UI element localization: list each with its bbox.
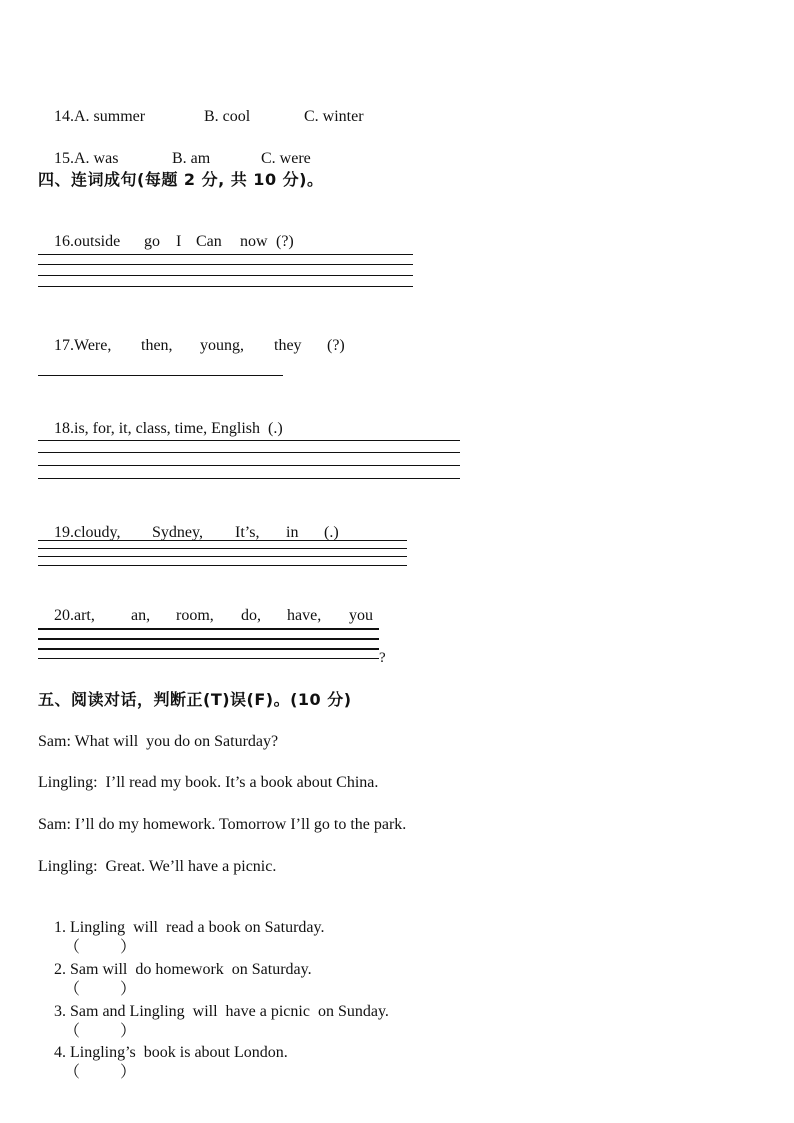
word: then, xyxy=(141,337,173,354)
word: you xyxy=(349,607,373,624)
word: Sydney, xyxy=(152,524,203,541)
statement-4 xyxy=(38,1023,288,1103)
option-a: A. summer xyxy=(74,108,146,125)
word: Were, xyxy=(74,337,112,354)
question-18 xyxy=(38,399,283,459)
question-number: 16. xyxy=(54,233,74,250)
dialogue-line: Sam: What will you do on Saturday? xyxy=(38,733,279,750)
question-number: 14. xyxy=(54,108,74,125)
option-b: B. cool xyxy=(204,108,251,125)
word: (?) xyxy=(327,337,345,354)
dialogue-line: Sam: I’ll do my homework. Tomorrow I’ll go to the park. xyxy=(38,816,407,833)
word: young, xyxy=(200,337,244,354)
section-5-heading: 五、阅读对话，判断正(T)误(F)。(10 分) xyxy=(38,690,352,709)
answer-paren[interactable]: （ ） xyxy=(64,1064,137,1081)
word: do, xyxy=(241,607,261,624)
answer-paren[interactable]: （ ） xyxy=(64,981,137,998)
word: I xyxy=(176,233,182,250)
word: have, xyxy=(287,607,322,624)
word-list: is, for, it, class, time, English (.) xyxy=(74,420,283,437)
question-19 xyxy=(38,503,339,563)
dialogue-line: Lingling: Great. We’ll have a picnic. xyxy=(38,858,277,875)
option-a: A. was xyxy=(74,150,119,167)
statement-text: 2. Sam will do homework on Saturday. xyxy=(54,961,312,978)
word: (?) xyxy=(276,233,294,250)
option-c: C. winter xyxy=(304,108,364,125)
word: now xyxy=(240,233,268,250)
word: (.) xyxy=(324,524,339,541)
statement-text: 4. Lingling’s book is about London. xyxy=(54,1044,288,1061)
word: an, xyxy=(131,607,151,624)
question-number: 17. xyxy=(54,337,74,354)
section-4-heading: 四、连词成句(每题 2 分, 共 10 分)。 xyxy=(38,170,324,189)
question-number: 19. xyxy=(54,524,74,541)
end-question-mark: ? xyxy=(379,650,386,666)
question-number: 15. xyxy=(54,150,74,167)
word: art, xyxy=(74,607,95,624)
question-number: 20. xyxy=(54,607,74,624)
question-17 xyxy=(38,316,345,376)
word: Can xyxy=(196,233,222,250)
answer-paren[interactable]: （ ） xyxy=(64,1023,137,1040)
word: outside xyxy=(74,233,121,250)
statement-text: 1. Lingling will read a book on Saturday. xyxy=(54,919,325,936)
answer-paren[interactable]: （ ） xyxy=(64,939,137,956)
dialogue-line: Lingling: I’ll read my book. It’s a book about China. xyxy=(38,774,379,791)
word: room, xyxy=(176,607,214,624)
word: It’s, xyxy=(235,524,260,541)
word: go xyxy=(144,233,160,250)
question-16 xyxy=(38,212,294,272)
word: in xyxy=(286,524,299,541)
question-number: 18. xyxy=(54,420,74,437)
option-b: B. am xyxy=(172,150,211,167)
word: they xyxy=(274,337,302,354)
word: cloudy, xyxy=(74,524,121,541)
statement-text: 3. Sam and Lingling will have a picnic on Sunday. xyxy=(54,1003,389,1020)
question-20 xyxy=(38,586,373,646)
option-c: C. were xyxy=(261,150,311,167)
